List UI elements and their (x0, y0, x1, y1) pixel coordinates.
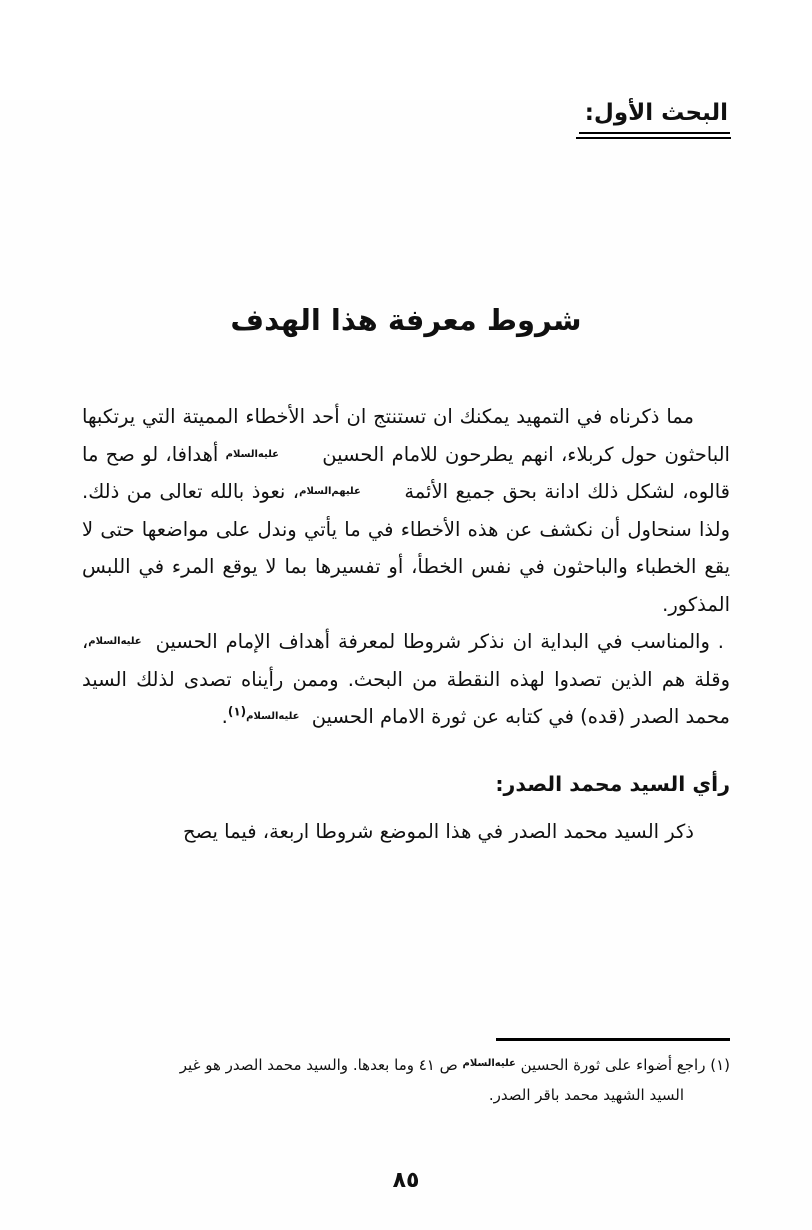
honorific-mark: عليهم‌السلام (299, 486, 361, 497)
footnote-text-line-1 (82, 1050, 730, 1080)
honorific-mark: عليه‌السلام (462, 1058, 516, 1069)
book-page (0, 100, 812, 1230)
chapter-title: شروط معرفة هذا الهدف (230, 303, 582, 337)
text-run: ، وقلة هم الذين تصدوا لهذه النقطة من البحث. وممن رأيناه تصدى لذلك السيد محمد الصدر (قده) في كتابه عن ثورة الامام الحسين (82, 630, 730, 728)
footnote-text-line-2: السيد الشهيد محمد باقر الصدر. (488, 1086, 684, 1104)
subheading-sadr-opinion: رأي السيد محمد الصدر: (495, 771, 730, 796)
honorific-mark: عليه‌السلام (225, 448, 279, 460)
text-run: أهدافا، لو صح ما قالوه، لشكل ذلك ادانة بحق جميع الأئمة (82, 442, 730, 503)
body-text (82, 398, 730, 850)
text-run: ذكر السيد محمد الصدر في هذا الموضع شروطا اربعة، فيما يصح (183, 819, 694, 843)
text-run: . والمناسب في البداية ان نذكر شروطا لمعرفة أهداف الإمام الحسين (147, 630, 724, 653)
footnote-reference: (١) (227, 704, 247, 719)
text-run: مما ذكرناه في التمهيد يمكنك ان تستنتج ان أحد الأخطاء المميتة التي يرتكبها الباحثون حول كربلاء، انهم يطرحون للامام الحسين (82, 405, 730, 466)
page-number: ٨٥ (392, 1168, 420, 1193)
paragraph-1 (82, 398, 730, 623)
text-run: (١) راجع أضواء على ثورة الحسين (515, 1056, 730, 1074)
honorific-mark: عليه‌السلام (246, 711, 300, 722)
paragraph-2 (82, 623, 730, 736)
text-run: ص ٤١ وما بعدها. والسيد محمد الصدر هو غير (179, 1056, 463, 1074)
text-run: . (221, 705, 228, 728)
section-header: البحث الأول: (579, 100, 730, 134)
text-run: ، نعوذ بالله تعالى من ذلك. ولذا سنحاول أن نكشف عن هذه الأخطاء في ما يأتي وندل على مواضعها حتى لا يقع الخطباء والباحثون في نفس الخطأ، أو تفسيرها بما لا يوقع المرء في اللبس المذكور. (82, 480, 730, 616)
paragraph-3 (82, 813, 730, 851)
footnote-separator (496, 1038, 730, 1041)
honorific-mark: عليه‌السلام (88, 636, 142, 647)
footnote-area (82, 1038, 730, 1110)
